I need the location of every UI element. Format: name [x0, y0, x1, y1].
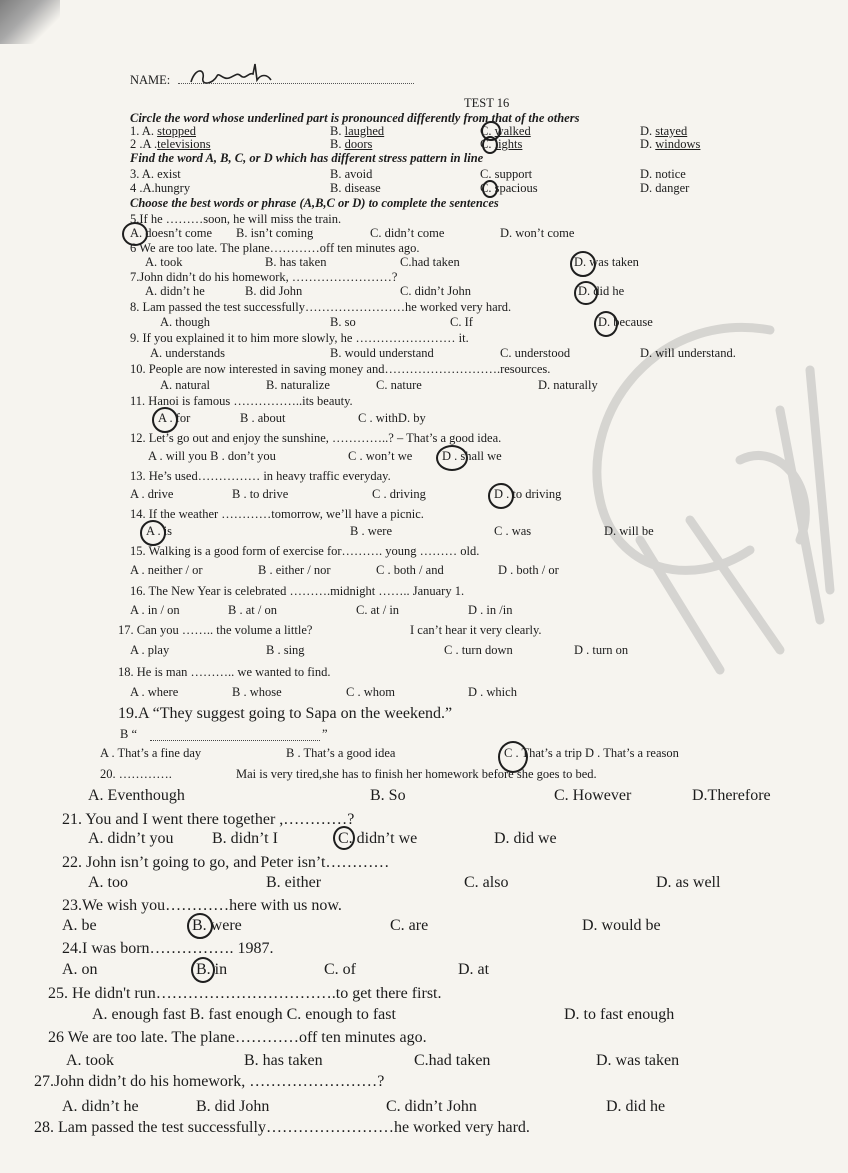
q24-option-d: D. at — [458, 961, 490, 978]
q17-response: I can’t hear it very clearly. — [410, 623, 542, 637]
q26-option-a: A. took — [66, 1052, 114, 1069]
answer-circle-q8 — [594, 311, 618, 337]
q20-option-d: D.Therefore — [692, 787, 771, 804]
scan-corner-shadow — [0, 0, 60, 44]
q23-option-a: A. be — [62, 917, 97, 934]
q25-stem: 25. He didn't run…………………………….to get there first. — [48, 985, 442, 1002]
answer-circle-q23 — [187, 913, 213, 939]
q2-option-d: D. windows — [640, 137, 701, 151]
q24-stem: 24.I was born……………. 1987. — [62, 940, 274, 957]
q26-option-b: B. has taken — [244, 1052, 323, 1069]
answer-circle-q21 — [333, 826, 355, 850]
q13-option-d: D . to driving — [494, 487, 562, 501]
q6-option-c: C.had taken — [400, 255, 460, 269]
answer-circle-q2 — [482, 136, 498, 154]
q15-option-d: D . both / or — [498, 563, 559, 577]
q19-b-close: ” — [322, 727, 328, 741]
q4-option-a: 4 .A.hungry — [130, 181, 191, 195]
q25-option-d: D. to fast enough — [564, 1006, 675, 1023]
q9-option-b: B. would understand — [330, 346, 434, 360]
answer-circle-q6 — [570, 251, 596, 277]
q7-option-a: A. didn’t he — [145, 284, 205, 298]
q21-option-b: B. didn’t I — [212, 830, 278, 847]
q13-option-a: A . drive — [130, 487, 174, 501]
q17-stem: 17. Can you …….. the volume a little? — [118, 623, 313, 637]
q23-option-b: B. were — [192, 917, 242, 934]
answer-circle-q24 — [191, 957, 215, 983]
answer-circle-q14 — [140, 520, 166, 546]
q19-b-blank — [150, 728, 320, 741]
q16-option-d: D . in /in — [468, 603, 513, 617]
q22-option-a: A. too — [88, 874, 128, 891]
q7-option-d: D. did he — [578, 284, 625, 298]
q18-stem: 18. He is man ……….. we wanted to find. — [118, 665, 331, 679]
q11-option-c: C . withD. by — [358, 411, 426, 425]
q16-option-a: A . in / on — [130, 603, 180, 617]
q27-option-d: D. did he — [606, 1098, 666, 1115]
q17-option-a: A . play — [130, 643, 170, 657]
q8-option-b: B. so — [330, 315, 356, 329]
q6-option-b: B. has taken — [265, 255, 327, 269]
q4-option-b: B. disease — [330, 181, 381, 195]
q21-option-c: C. didn’t we — [338, 830, 418, 847]
answer-circle-q5 — [122, 222, 148, 246]
q22-option-d: D. as well — [656, 874, 721, 891]
q27-option-a: A. didn’t he — [62, 1098, 139, 1115]
answer-circle-q12 — [436, 445, 468, 471]
q8-option-a: A. though — [160, 315, 210, 329]
q26-option-d: D. was taken — [596, 1052, 680, 1069]
section-stress: Find the word A, B, C, or D which has different stress pattern in line — [130, 151, 484, 165]
q7-stem: 7.John didn’t do his homework, ……………………? — [130, 270, 398, 284]
q1-option-b: B. laughed — [330, 124, 385, 138]
q23-stem: 23.We wish you…………here with us now. — [62, 897, 342, 914]
q8-stem: 8. Lam passed the test successfully……………………he worked very hard. — [130, 300, 512, 314]
q16-stem: 16. The New Year is celebrated ……….midnight …….. January 1. — [130, 584, 465, 598]
q10-stem: 10. People are now interested in saving money and……………………….resources. — [130, 362, 551, 376]
q5-option-a: A. doesn’t come — [130, 226, 213, 240]
q12-option-d: D . shall we — [442, 449, 502, 463]
q15-option-a: A . neither / or — [130, 563, 203, 577]
test-title: TEST 16 — [464, 96, 510, 110]
q5-stem: 5.If he ………soon, he will miss the train. — [130, 212, 342, 226]
q18-option-a: A . where — [130, 685, 179, 699]
q22-stem: 22. John isn’t going to go, and Peter isn’t………… — [62, 854, 390, 871]
q24-option-c: C. of — [324, 961, 356, 978]
q11-option-a: A . for — [158, 411, 191, 425]
q3-option-a: 3. A. exist — [130, 167, 181, 181]
q8-option-c: C. If — [450, 315, 473, 329]
q19-stem: 19.A “They suggest going to Sapa on the weekend.” — [118, 705, 453, 722]
q20-blank: 20. …………. — [100, 767, 172, 781]
q10-option-b: B. naturalize — [266, 378, 330, 392]
q12-stem: 12. Let’s go out and enjoy the sunshine, …………..? – That’s a good idea. — [130, 431, 502, 445]
q6-option-a: A. took — [145, 255, 183, 269]
q19-option-b: B . That’s a good idea — [286, 746, 396, 760]
q20-option-a: A. Eventhough — [88, 787, 185, 804]
q24-option-b: B. in — [196, 961, 228, 978]
q9-stem: 9. If you explained it to him more slowly, he …………………… it. — [130, 331, 469, 345]
q14-option-a: A . is — [146, 524, 173, 538]
name-label: NAME: — [130, 73, 171, 87]
q14-option-c: C . was — [494, 524, 532, 538]
section-best-choice: Choose the best words or phrase (A,B,C or D) to complete the sentences — [130, 196, 499, 210]
q24-option-a: A. on — [62, 961, 98, 978]
q1-option-a: 1. A. stopped — [130, 124, 196, 138]
section-pronunciation: Circle the word whose underlined part is pronounced differently from that of the others — [130, 111, 580, 125]
q18-option-b: B . whose — [232, 685, 282, 699]
q17-option-d: D . turn on — [574, 643, 629, 657]
q27-stem: 27.John didn’t do his homework, ……………………? — [34, 1073, 385, 1090]
q26-option-c: C.had taken — [414, 1052, 491, 1069]
q8-option-d: D. because — [598, 315, 653, 329]
q10-option-c: C. nature — [376, 378, 422, 392]
q2-option-c: C. lights — [480, 137, 523, 151]
q21-option-a: A. didn’t you — [88, 830, 174, 847]
q17-option-b: B . sing — [266, 643, 305, 657]
q3-option-b: B. avoid — [330, 167, 373, 181]
q9-option-c: C. understood — [500, 346, 571, 360]
q16-option-b: B . at / on — [228, 603, 277, 617]
q7-option-b: B. did John — [245, 284, 303, 298]
q3-option-d: D. notice — [640, 167, 686, 181]
q11-option-b: B . about — [240, 411, 286, 425]
q10-option-d: D. naturally — [538, 378, 598, 392]
q13-option-c: C . driving — [372, 487, 426, 501]
q22-option-b: B. either — [266, 874, 322, 891]
q18-option-c: C . whom — [346, 685, 395, 699]
q1-option-c: C. walked — [480, 124, 531, 138]
q9-option-a: A. understands — [150, 346, 225, 360]
q27-option-c: C. didn’t John — [386, 1098, 477, 1115]
q21-option-d: D. did we — [494, 830, 557, 847]
answer-circle-q13 — [488, 483, 514, 509]
q27-option-b: B. did John — [196, 1098, 270, 1115]
q6-stem: 6 We are too late. The plane…………off ten minutes ago. — [130, 241, 420, 255]
q12-option-c: C . won’t we — [348, 449, 413, 463]
name-field-line — [178, 83, 414, 84]
q14-stem: 14. If the weather …………tomorrow, we’ll have a picnic. — [130, 507, 424, 521]
q28-stem: 28. Lam passed the test successfully……………………he worked very hard. — [34, 1119, 530, 1136]
q25-option-a-c: A. enough fast B. fast enough C. enough to fast — [92, 1006, 396, 1023]
q19-option-a: A . That’s a fine day — [100, 746, 202, 760]
q15-stem: 15. Walking is a good form of exercise for………. young ……… old. — [130, 544, 480, 558]
q2-option-b: B. doors — [330, 137, 373, 151]
q16-option-c: C. at / in — [356, 603, 400, 617]
q3-option-c: C. support — [480, 167, 533, 181]
q1-option-d: D. stayed — [640, 124, 688, 138]
q2-option-a: 2 .A .televisions — [130, 137, 211, 151]
q5-option-c: C. didn’t come — [370, 226, 445, 240]
q20-option-c: C. However — [554, 787, 632, 804]
q26-stem: 26 We are too late. The plane…………off ten minutes ago. — [48, 1029, 427, 1046]
q21-stem: 21. You and I went there together ,…………? — [62, 811, 355, 828]
name-signature — [185, 62, 280, 88]
q17-option-c: C . turn down — [444, 643, 513, 657]
q19-option-c-d: C . That’s a trip D . That’s a reason — [504, 746, 679, 760]
q7-option-c: C. didn’t John — [400, 284, 471, 298]
q10-option-a: A. natural — [160, 378, 210, 392]
q6-option-d: D. was taken — [574, 255, 639, 269]
q4-option-d: D. danger — [640, 181, 690, 195]
q14-option-b: B . were — [350, 524, 392, 538]
q11-stem: 11. Hanoi is famous ……………..its beauty. — [130, 394, 353, 408]
q13-option-b: B . to drive — [232, 487, 289, 501]
q19-b-open: B “ — [120, 727, 138, 741]
q15-option-c: C . both / and — [376, 563, 444, 577]
answer-circle-q19 — [498, 741, 528, 773]
q23-option-c: C. are — [390, 917, 429, 934]
q18-option-d: D . which — [468, 685, 517, 699]
q15-option-b: B . either / nor — [258, 563, 331, 577]
answer-circle-q4 — [482, 180, 498, 198]
q20-option-b: B. So — [370, 787, 406, 804]
answer-circle-q11 — [152, 407, 178, 433]
q5-option-b: B. isn’t coming — [236, 226, 314, 240]
q4-option-c: C. spacious — [480, 181, 538, 195]
q14-option-d: D. will be — [604, 524, 654, 538]
q13-stem: 13. He’s used…………… in heavy traffic everyday. — [130, 469, 391, 483]
answer-circle-q7 — [574, 281, 598, 305]
q23-option-d: D. would be — [582, 917, 661, 934]
q12-option-ab: A . will you B . don’t you — [148, 449, 276, 463]
q20-stem: Mai is very tired,she has to finish her homework before she goes to bed. — [236, 767, 597, 781]
q22-option-c: C. also — [464, 874, 509, 891]
q5-option-d: D. won’t come — [500, 226, 575, 240]
q9-option-d: D. will understand. — [640, 346, 736, 360]
